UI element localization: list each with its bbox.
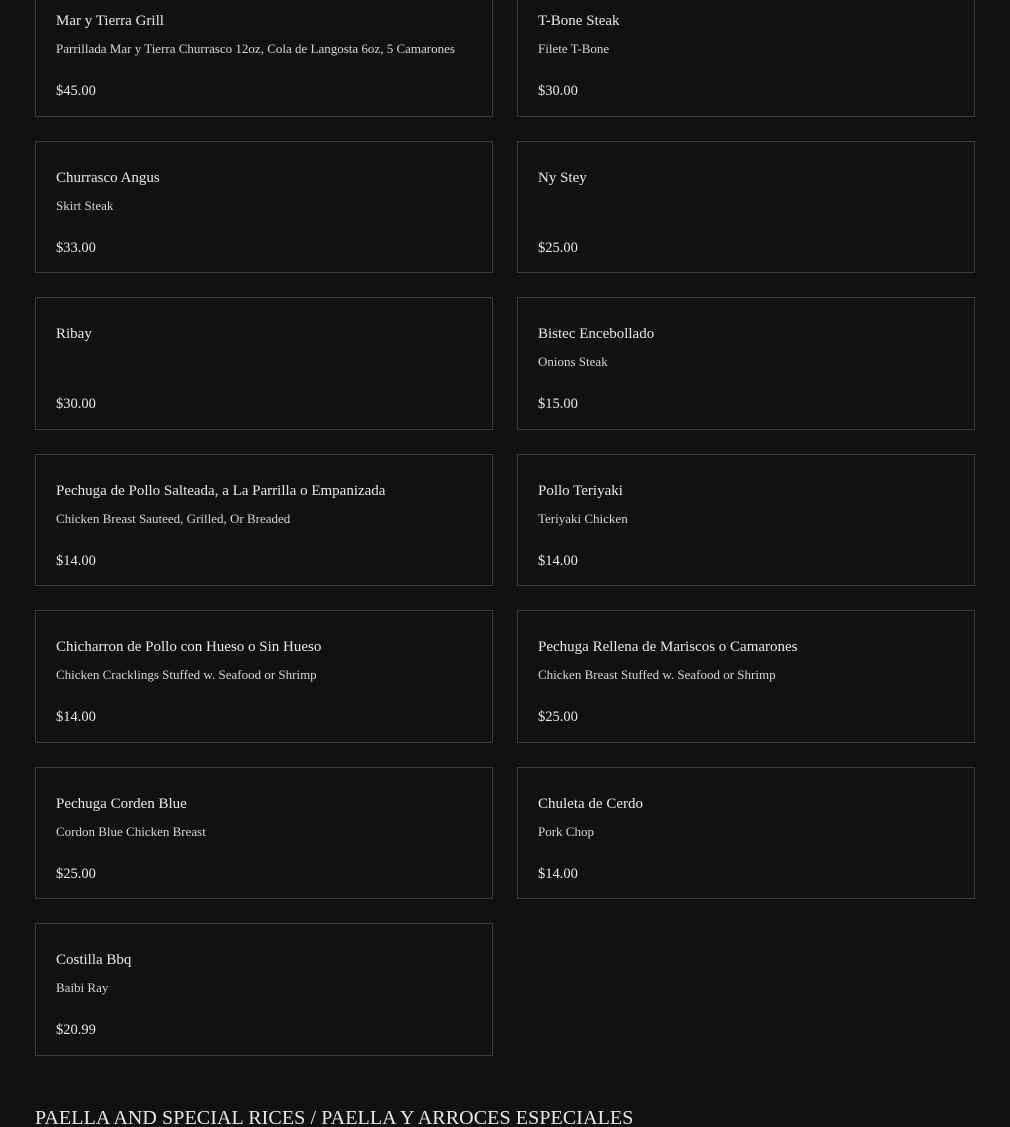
menu-item-name: Costilla Bbq [56,952,132,968]
menu-item-card[interactable] [517,454,975,587]
menu-item-name: Pechuga Corden Blue [56,795,187,812]
menu-item-description: Teriyaki Chicken [538,510,628,526]
menu-item-card[interactable] [35,0,493,117]
menu-item-name: Chuleta de Cerdo [538,795,643,812]
menu-item-card[interactable] [517,297,975,430]
menu-item-card[interactable] [35,297,493,430]
menu-item-price: $14.00 [538,552,578,569]
menu-item-description: Chicken Cracklings Stuffed w. Seafood or Shrimp [56,667,317,682]
menu-item-description: Pork Chop [538,823,594,839]
menu-item-price: $14.00 [56,709,96,725]
menu-item-card[interactable] [35,610,493,743]
menu-item-name: Pechuga Rellena de Mariscos o Camarones [538,639,798,655]
menu-item-description: Skirt Steak [56,197,114,213]
menu-item-description: Chicken Breast Sauteed, Grilled, Or Breaded [56,510,291,526]
menu-item-price: $14.00 [538,865,578,882]
menu-item-description: Cordon Blue Chicken Breast [56,823,206,839]
menu-item-name: Ny Stey [538,169,587,186]
menu-item-card[interactable] [35,454,493,587]
menu-item-name: Pollo Teriyaki [538,482,623,499]
menu-item-name: Mar y Tierra Grill [56,13,164,29]
menu-item-name: Pechuga de Pollo Salteada, a La Parrilla o Empanizada [56,482,386,499]
menu-item-card[interactable] [35,767,493,900]
menu-item-card[interactable] [517,610,975,743]
menu-item-description: Parrillada Mar y Tierra Churrasco 12oz, Cola de Langosta 6oz, 5 Camarones [56,41,455,56]
menu-item-price: $15.00 [538,396,578,412]
menu-item-name: Churrasco Angus [56,169,160,186]
menu-item-name: Ribay [56,326,92,342]
menu-item-price: $30.00 [56,396,96,412]
menu-item-price: $25.00 [56,865,96,882]
menu-item-price: $33.00 [56,239,96,256]
menu-item-price: $45.00 [56,83,96,99]
menu-item-description: Baibi Ray [56,980,109,995]
menu-item-name: Chicharron de Pollo con Hueso o Sin Hueso [56,639,322,655]
menu-item-description: Filete T-Bone [538,41,610,56]
menu-item-price: $20.99 [56,1022,96,1038]
menu-item-card[interactable] [517,141,975,274]
section-heading: PAELLA AND SPECIAL RICES / PAELLA Y ARROCES ESPECIALES [35,1107,634,1127]
menu-item-card[interactable] [517,0,975,117]
menu-item-card[interactable] [35,923,493,1056]
menu-item-price: $25.00 [538,239,578,256]
menu-item-card[interactable] [517,767,975,900]
menu-item-name: Bistec Encebollado [538,326,655,342]
menu-item-price: $14.00 [56,552,96,569]
menu-item-name: T-Bone Steak [538,13,620,29]
menu-item-card[interactable] [35,141,493,274]
menu-item-description: Chicken Breast Stuffed w. Seafood or Shrimp [538,667,776,682]
menu-item-description: Onions Steak [538,354,608,369]
menu-items-grid [35,0,975,1056]
menu-item-price: $30.00 [538,83,578,99]
menu-item-price: $25.00 [538,709,578,725]
